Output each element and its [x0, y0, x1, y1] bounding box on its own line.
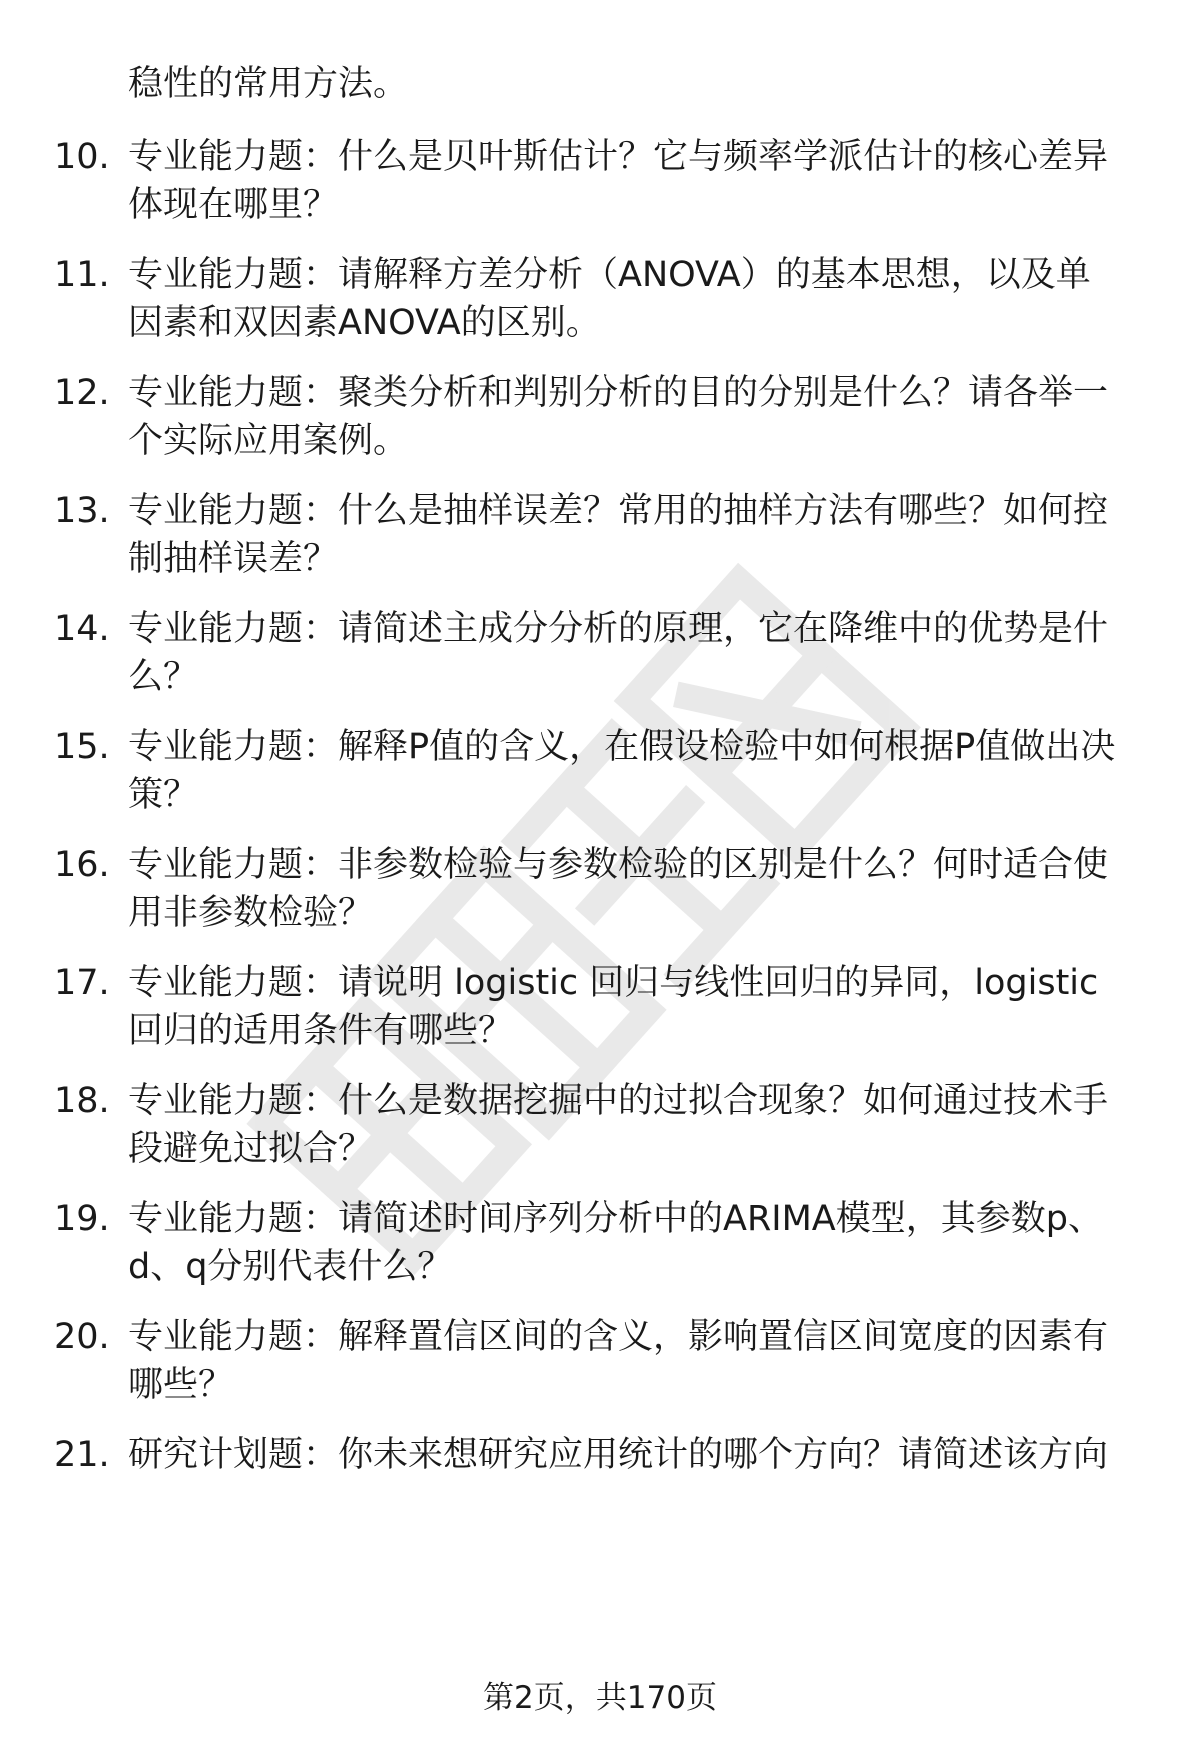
item-number: 19.: [54, 1199, 110, 1239]
page-footer: 第2页，共170页: [483, 1680, 717, 1716]
item-number: 12.: [54, 373, 110, 413]
item-number: 18.: [54, 1081, 110, 1121]
item-number: 21.: [54, 1435, 110, 1475]
item-text: 专业能力题：聚类分析和判别分析的目的分别是什么？请各举一 个实际应用案例。: [128, 373, 1109, 461]
item-text: 专业能力题：什么是数据挖掘中的过拟合现象？如何通过技术手 段避免过拟合？: [128, 1081, 1109, 1169]
item-number: 17.: [54, 963, 110, 1003]
item-text: 专业能力题：什么是贝叶斯估计？它与频率学派估计的核心差异 体现在哪里？: [128, 137, 1109, 225]
continuation-text: 稳性的常用方法。: [128, 64, 409, 104]
item-text: 研究计划题：你未来想研究应用统计的哪个方向？请简述该方向: [128, 1435, 1109, 1475]
item-text: 专业能力题：请简述时间序列分析中的ARIMA模型，其参数p、 d、q分别代表什么？: [128, 1199, 1103, 1287]
item-number: 20.: [54, 1317, 110, 1357]
item-number: 10.: [54, 137, 110, 177]
item-number: 13.: [54, 491, 110, 531]
item-number: 14.: [54, 609, 110, 649]
item-number: 16.: [54, 845, 110, 885]
item-text: 专业能力题：解释置信区间的含义，影响置信区间宽度的因素有 哪些？: [128, 1317, 1109, 1405]
item-number: 11.: [54, 255, 110, 295]
item-number: 15.: [54, 727, 110, 767]
item-text: 专业能力题：非参数检验与参数检验的区别是什么？何时适合使 用非参数检验？: [128, 845, 1109, 933]
item-text: 专业能力题：请解释方差分析（ANOVA）的基本思想，以及单 因素和双因素ANOVA的区别。: [128, 255, 1091, 343]
item-text: 专业能力题：请简述主成分分析的原理，它在降维中的优势是什 么？: [128, 609, 1109, 697]
item-text: 专业能力题：请说明 logistic 回归与线性回归的异同，logistic 回归的适用条件有哪些？: [128, 963, 1099, 1051]
item-text: 专业能力题：什么是抽样误差？常用的抽样方法有哪些？如何控 制抽样误差？: [128, 491, 1109, 579]
item-text: 专业能力题：解释P值的含义，在假设检验中如何根据P值做出决 策？: [128, 727, 1116, 815]
